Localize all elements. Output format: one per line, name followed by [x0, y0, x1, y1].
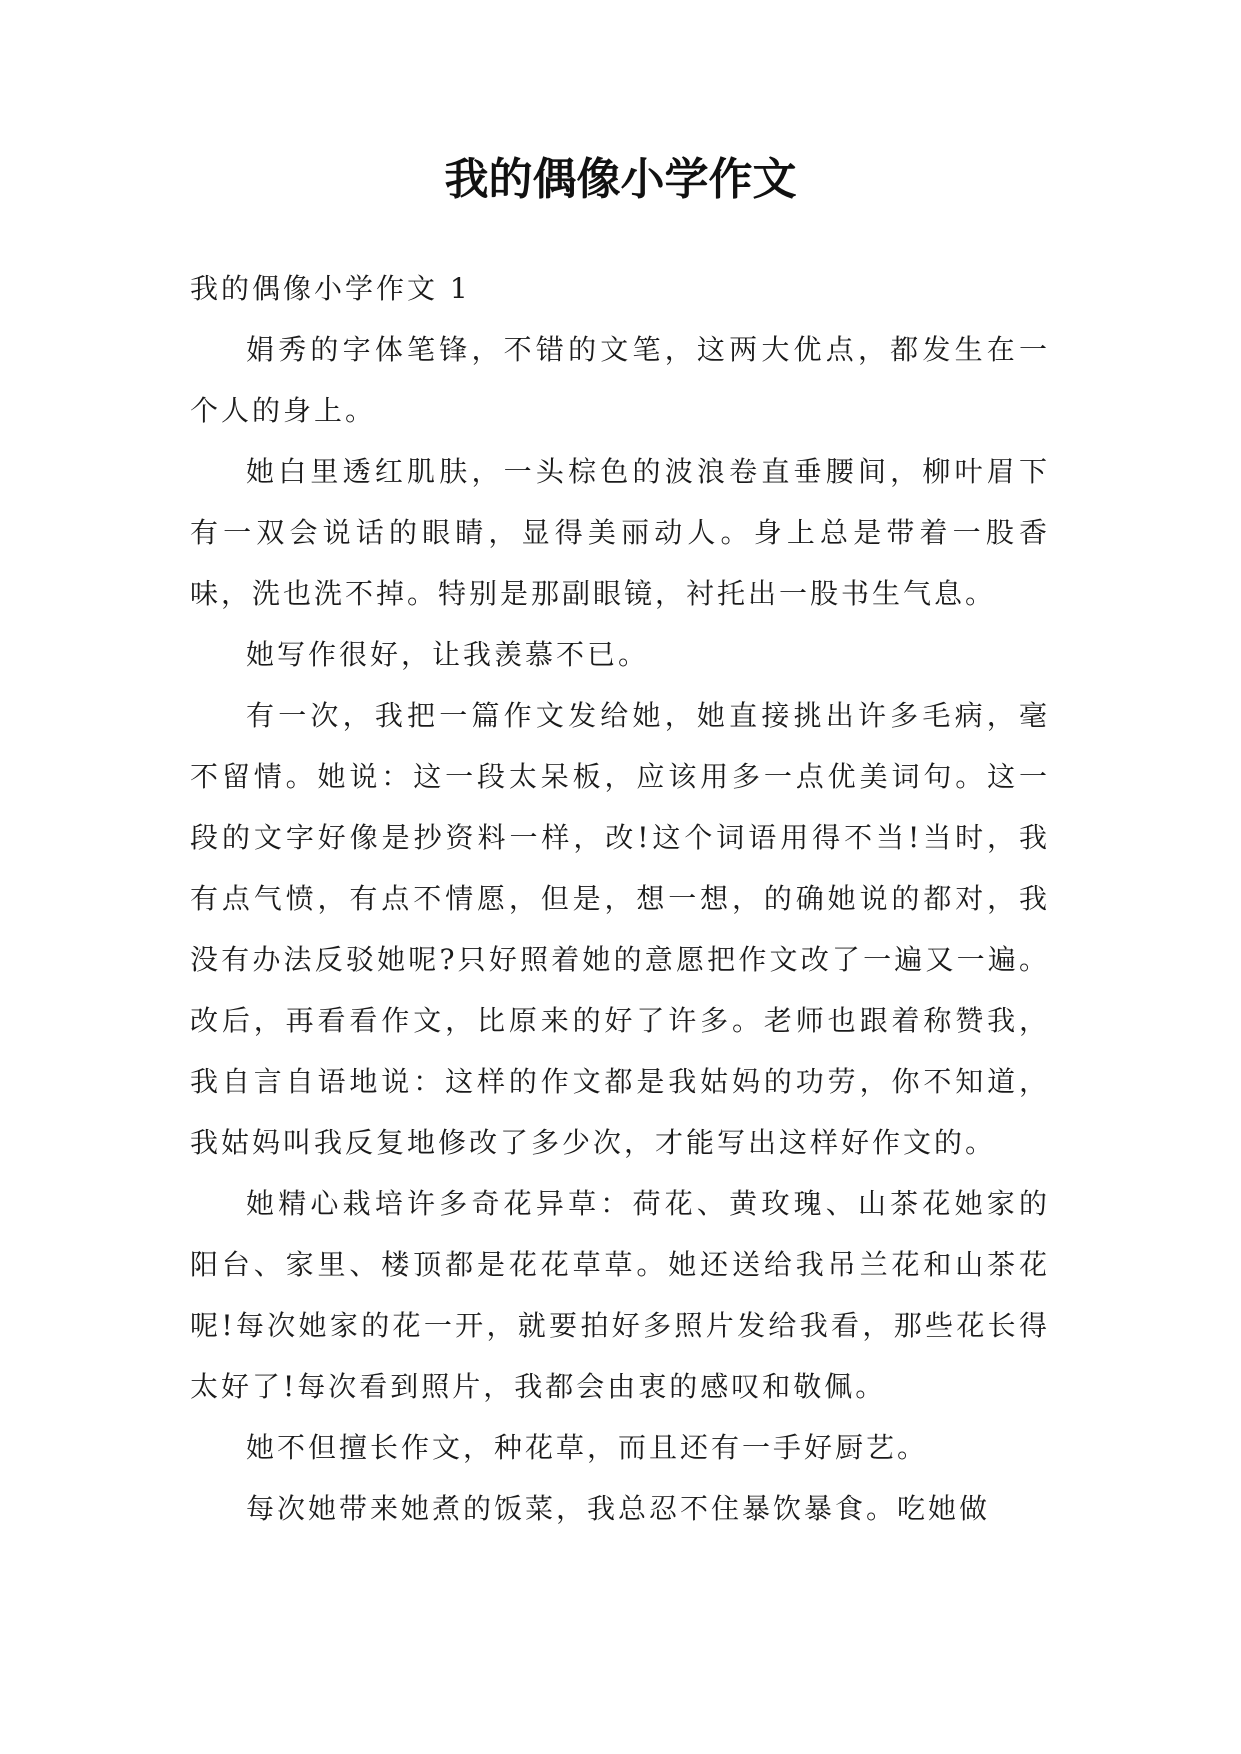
paragraph: 她写作很好，让我羡慕不已。	[246, 638, 650, 671]
paragraph: 她精心栽培许多奇花异草：荷花、黄玫瑰、山茶花她家的阳台、家里、楼顶都是花花草草。她还送给我吊兰花和山茶花呢!每次她家的花一开，就要拍好多照片发给我看，那些花长得太好了!每次看到照片，我都会由衷的感叹和敬佩。	[190, 1187, 1050, 1403]
document-title: 我的偶像小学作文	[444, 154, 797, 205]
paragraph: 有一次，我把一篇作文发给她，她直接挑出许多毛病，毫不留情。她说：这一段太呆板，应该用多一点优美词句。这一段的文字好像是抄资料一样，改!这个词语用得不当!当时，我有点气愤，有点不情愿，但是，想一想，的确她说的都对，我没有办法反驳她呢?只好照着她的意愿把作文改了一遍又一遍。改后，再看看作文，比原来的好了许多。老师也跟着称赞我，我自言自语地说：这样的作文都是我姑妈的功劳，你不知道，我姑妈叫我反复地修改了多少次，才能写出这样好作文的。	[190, 699, 1050, 1159]
paragraph: 她白里透红肌肤，一头棕色的波浪卷直垂腰间，柳叶眉下有一双会说话的眼睛，显得美丽动人。身上总是带着一股香味，洗也洗不掉。特别是那副眼镜，衬托出一股书生气息。	[190, 455, 1050, 610]
document-body	[190, 258, 1050, 1539]
section-heading: 我的偶像小学作文 1	[190, 272, 471, 305]
paragraph: 每次她带来她煮的饭菜，我总忍不住暴饮暴食。吃她做	[246, 1492, 991, 1525]
paragraph: 她不但擅长作文，种花草，而且还有一手好厨艺。	[246, 1431, 929, 1464]
paragraph: 娟秀的字体笔锋，不错的文笔，这两大优点，都发生在一个人的身上。	[190, 333, 1050, 427]
